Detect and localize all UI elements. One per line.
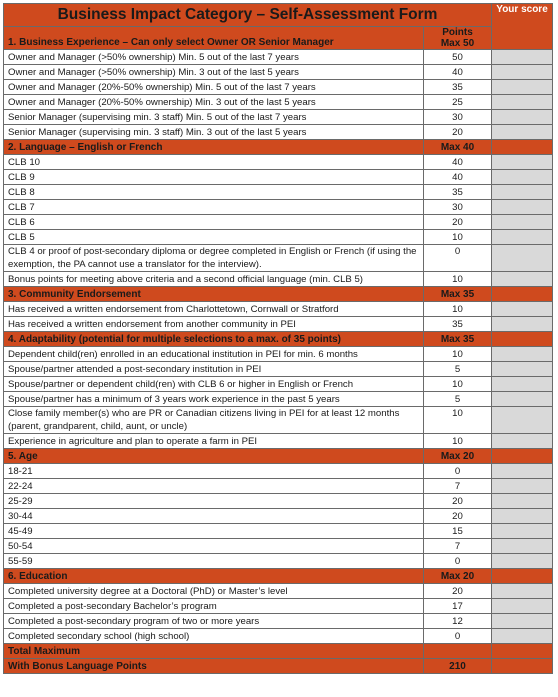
criteria-points: 7 <box>424 479 492 494</box>
criteria-row <box>4 215 553 230</box>
criteria-points: 10 <box>424 347 492 362</box>
your-score-header: Your score <box>492 4 553 50</box>
criteria-label: Spouse/partner attended a post-secondary institution in PEI <box>4 362 424 377</box>
section-max-points: Max 35 <box>424 287 492 302</box>
criteria-points: 0 <box>424 629 492 644</box>
criteria-row <box>4 554 553 569</box>
criteria-row <box>4 80 553 95</box>
your-score-input[interactable] <box>492 524 553 539</box>
criteria-row <box>4 509 553 524</box>
section-header-row <box>4 449 553 464</box>
criteria-points: 35 <box>424 185 492 200</box>
section-max: Max 50 <box>440 38 475 49</box>
criteria-points: 0 <box>424 464 492 479</box>
section-max-points <box>424 27 492 50</box>
total-row <box>4 659 553 674</box>
criteria-label: Experience in agriculture and plan to operate a farm in PEI <box>4 434 424 449</box>
criteria-points: 12 <box>424 614 492 629</box>
criteria-points: 25 <box>424 95 492 110</box>
section-max-points: Max 40 <box>424 140 492 155</box>
criteria-points: 7 <box>424 539 492 554</box>
criteria-row <box>4 524 553 539</box>
your-score-input[interactable] <box>492 272 553 287</box>
your-score-input[interactable] <box>492 347 553 362</box>
your-score-input[interactable] <box>492 494 553 509</box>
criteria-points: 50 <box>424 50 492 65</box>
criteria-points: 10 <box>424 302 492 317</box>
criteria-points: 15 <box>424 524 492 539</box>
criteria-label: CLB 10 <box>4 155 424 170</box>
total-score-cell <box>492 644 553 659</box>
your-score-input[interactable] <box>492 539 553 554</box>
total-row <box>4 644 553 659</box>
your-score-input[interactable] <box>492 125 553 140</box>
criteria-label: 45-49 <box>4 524 424 539</box>
criteria-row <box>4 362 553 377</box>
criteria-points: 30 <box>424 200 492 215</box>
criteria-row <box>4 539 553 554</box>
section-label: 6. Education <box>4 569 424 584</box>
criteria-points: 40 <box>424 170 492 185</box>
criteria-label: CLB 9 <box>4 170 424 185</box>
criteria-label: 18-21 <box>4 464 424 479</box>
criteria-row <box>4 479 553 494</box>
your-score-input[interactable] <box>492 302 553 317</box>
criteria-points: 10 <box>424 230 492 245</box>
section-score-cell <box>492 140 553 155</box>
section-header-row <box>4 332 553 347</box>
criteria-points: 10 <box>424 407 492 434</box>
criteria-row <box>4 95 553 110</box>
criteria-points: 0 <box>424 554 492 569</box>
section-label: 4. Adaptability (potential for multiple selections to a max. of 35 points) <box>4 332 424 347</box>
your-score-input[interactable] <box>492 392 553 407</box>
criteria-label: Completed secondary school (high school) <box>4 629 424 644</box>
criteria-label: 25-29 <box>4 494 424 509</box>
criteria-row <box>4 185 553 200</box>
your-score-input[interactable] <box>492 629 553 644</box>
section-max-points: Max 20 <box>424 569 492 584</box>
section-max-points: Max 35 <box>424 332 492 347</box>
criteria-row <box>4 407 553 434</box>
criteria-points: 35 <box>424 317 492 332</box>
criteria-points: 5 <box>424 392 492 407</box>
criteria-label: Completed a post-secondary program of two or more years <box>4 614 424 629</box>
criteria-row <box>4 125 553 140</box>
criteria-label: 30-44 <box>4 509 424 524</box>
your-score-input[interactable] <box>492 614 553 629</box>
section-label: 3. Community Endorsement <box>4 287 424 302</box>
criteria-row <box>4 584 553 599</box>
your-score-input[interactable] <box>492 50 553 65</box>
assessment-form <box>3 3 552 674</box>
criteria-points: 20 <box>424 494 492 509</box>
your-score-input[interactable] <box>492 95 553 110</box>
section-score-cell <box>492 332 553 347</box>
your-score-input[interactable] <box>492 230 553 245</box>
criteria-row <box>4 494 553 509</box>
your-score-input[interactable] <box>492 245 553 272</box>
section-header-row <box>4 287 553 302</box>
your-score-input[interactable] <box>492 110 553 125</box>
criteria-points: 10 <box>424 377 492 392</box>
criteria-label: Owner and Manager (20%-50% ownership) Min. 3 out of the last 5 years <box>4 95 424 110</box>
criteria-row <box>4 155 553 170</box>
section-score-cell <box>492 287 553 302</box>
criteria-row <box>4 614 553 629</box>
your-score-input[interactable] <box>492 434 553 449</box>
criteria-row <box>4 200 553 215</box>
criteria-points: 20 <box>424 509 492 524</box>
criteria-row <box>4 50 553 65</box>
criteria-row <box>4 599 553 614</box>
your-score-input[interactable] <box>492 377 553 392</box>
criteria-label: Dependent child(ren) enrolled in an educational institution in PEI for min. 6 months <box>4 347 424 362</box>
criteria-row <box>4 302 553 317</box>
section-label: 2. Language – English or French <box>4 140 424 155</box>
your-score-input[interactable] <box>492 80 553 95</box>
criteria-points: 10 <box>424 272 492 287</box>
points-header: Points <box>442 27 473 38</box>
your-score-input[interactable] <box>492 185 553 200</box>
criteria-label: Completed university degree at a Doctoral (PhD) or Master’s level <box>4 584 424 599</box>
criteria-row <box>4 434 553 449</box>
section-header-row <box>4 140 553 155</box>
criteria-label: Owner and Manager (>50% ownership) Min. 5 out of the last 7 years <box>4 50 424 65</box>
your-score-input[interactable] <box>492 479 553 494</box>
criteria-row <box>4 629 553 644</box>
section-score-cell <box>492 449 553 464</box>
criteria-label: CLB 7 <box>4 200 424 215</box>
criteria-row <box>4 317 553 332</box>
criteria-points: 20 <box>424 125 492 140</box>
your-score-input[interactable] <box>492 509 553 524</box>
criteria-row <box>4 464 553 479</box>
criteria-row <box>4 110 553 125</box>
criteria-row <box>4 170 553 185</box>
criteria-points: 30 <box>424 110 492 125</box>
section-label: 1. Business Experience – Can only select Owner OR Senior Manager <box>4 27 424 50</box>
your-score-input[interactable] <box>492 599 553 614</box>
your-score-input[interactable] <box>492 170 553 185</box>
form-title: Business Impact Category – Self-Assessment Form <box>4 4 492 27</box>
criteria-points: 10 <box>424 434 492 449</box>
criteria-points: 5 <box>424 362 492 377</box>
criteria-row <box>4 245 553 272</box>
criteria-points: 20 <box>424 215 492 230</box>
criteria-label: Senior Manager (supervising min. 3 staff) Min. 5 out of the last 7 years <box>4 110 424 125</box>
total-label: With Bonus Language Points <box>4 659 424 674</box>
form-title-row <box>4 4 553 27</box>
section-max-points: Max 20 <box>424 449 492 464</box>
criteria-points: 40 <box>424 65 492 80</box>
criteria-row <box>4 377 553 392</box>
criteria-label: Close family member(s) who are PR or Canadian citizens living in PEI for at least 12 months (parent, grandparent, child, aunt, or uncle) <box>4 407 424 434</box>
your-score-input[interactable] <box>492 584 553 599</box>
total-points: 210 <box>424 659 492 674</box>
criteria-label: Bonus points for meeting above criteria and a second official language (min. CLB 5) <box>4 272 424 287</box>
your-score-input[interactable] <box>492 215 553 230</box>
criteria-points: 40 <box>424 155 492 170</box>
criteria-label: Owner and Manager (>50% ownership) Min. 3 out of the last 5 years <box>4 65 424 80</box>
criteria-row <box>4 347 553 362</box>
your-score-input[interactable] <box>492 464 553 479</box>
your-score-input[interactable] <box>492 554 553 569</box>
criteria-label: Has received a written endorsement from another community in PEI <box>4 317 424 332</box>
criteria-points: 20 <box>424 584 492 599</box>
criteria-label: 50-54 <box>4 539 424 554</box>
criteria-label: Senior Manager (supervising min. 3 staff) Min. 3 out of the last 5 years <box>4 125 424 140</box>
criteria-label: CLB 4 or proof of post-secondary diploma or degree completed in English or French (if using the exemption, the PA cannot use a translator for the interview). <box>4 245 424 272</box>
total-points <box>424 644 492 659</box>
criteria-row <box>4 230 553 245</box>
section-header-row <box>4 27 553 50</box>
criteria-label: 55-59 <box>4 554 424 569</box>
criteria-points: 0 <box>424 245 492 272</box>
section-header-row <box>4 569 553 584</box>
criteria-points: 35 <box>424 80 492 95</box>
criteria-row <box>4 392 553 407</box>
criteria-label: Has received a written endorsement from Charlottetown, Cornwall or Stratford <box>4 302 424 317</box>
criteria-label: Spouse/partner has a minimum of 3 years work experience in the past 5 years <box>4 392 424 407</box>
criteria-label: Spouse/partner or dependent child(ren) with CLB 6 or higher in English or French <box>4 377 424 392</box>
your-score-input[interactable] <box>492 155 553 170</box>
your-score-input[interactable] <box>492 407 553 434</box>
criteria-row <box>4 65 553 80</box>
your-score-input[interactable] <box>492 65 553 80</box>
your-score-input[interactable] <box>492 200 553 215</box>
criteria-label: CLB 6 <box>4 215 424 230</box>
criteria-label: CLB 5 <box>4 230 424 245</box>
criteria-label: Completed a post-secondary Bachelor’s program <box>4 599 424 614</box>
assessment-table <box>3 3 553 674</box>
total-label: Total Maximum <box>4 644 424 659</box>
criteria-label: Owner and Manager (20%-50% ownership) Min. 5 out of the last 7 years <box>4 80 424 95</box>
section-label: 5. Age <box>4 449 424 464</box>
criteria-label: CLB 8 <box>4 185 424 200</box>
total-score-cell <box>492 659 553 674</box>
your-score-input[interactable] <box>492 317 553 332</box>
criteria-row <box>4 272 553 287</box>
criteria-points: 17 <box>424 599 492 614</box>
criteria-label: 22-24 <box>4 479 424 494</box>
section-score-cell <box>492 569 553 584</box>
your-score-input[interactable] <box>492 362 553 377</box>
